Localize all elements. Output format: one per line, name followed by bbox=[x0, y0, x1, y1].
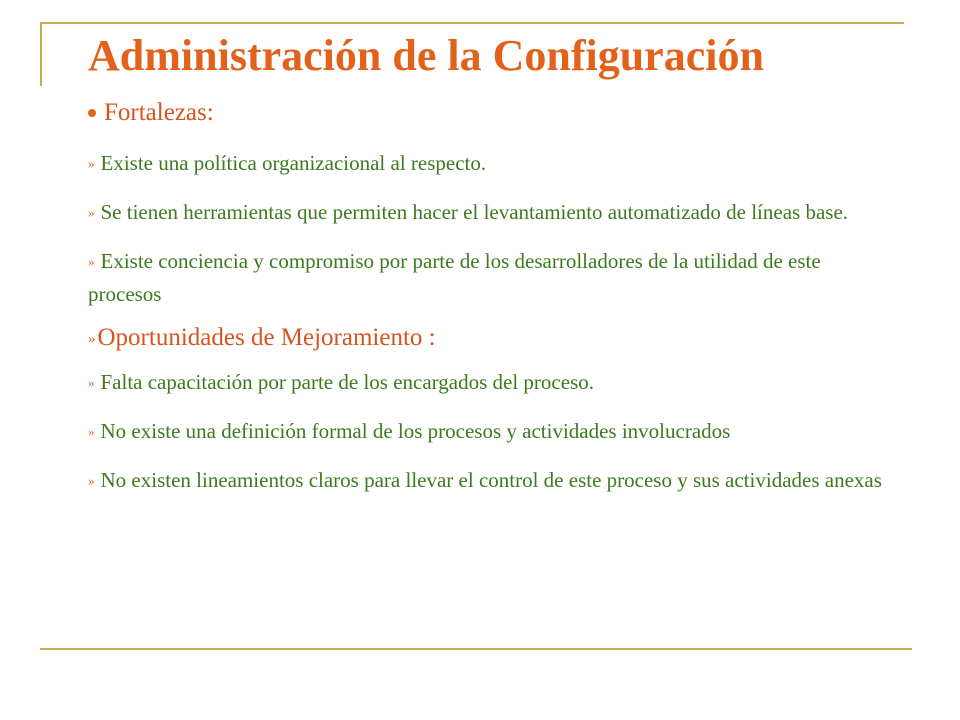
strength-item-text: Se tienen herramientas que permiten hacer el levantamiento automatizado de líneas base. bbox=[100, 200, 849, 224]
strength-item-text: Existe conciencia y compromiso por parte de los desarrolladores de la utilidad de este procesos bbox=[88, 249, 821, 306]
strength-item bbox=[88, 197, 888, 230]
strengths-list bbox=[88, 148, 888, 309]
improvement-item-text: No existen lineamientos claros para llevar el control de este proceso y sus actividades anexas bbox=[100, 468, 882, 492]
improvements-heading bbox=[88, 323, 888, 353]
improvement-item-text: Falta capacitación por parte de los encargados del proceso. bbox=[100, 370, 594, 394]
improvement-item bbox=[88, 465, 888, 498]
chevron-marker-icon: » bbox=[88, 473, 95, 488]
chevron-marker-icon: » bbox=[88, 424, 95, 439]
improvement-item bbox=[88, 367, 888, 400]
improvements-heading-text: Oportunidades de Mejoramiento : bbox=[97, 324, 436, 351]
improvement-item-text: No existe una definición formal de los procesos y actividades involucrados bbox=[100, 419, 731, 443]
top-border-line bbox=[40, 22, 904, 24]
chevron-marker-icon: » bbox=[88, 205, 95, 220]
chevron-marker-icon: » bbox=[88, 156, 95, 171]
strengths-heading bbox=[88, 98, 888, 128]
left-border-line bbox=[40, 22, 42, 86]
strength-item bbox=[88, 246, 888, 309]
improvement-item bbox=[88, 416, 888, 449]
strength-item-text: Existe una política organizacional al respecto. bbox=[100, 151, 487, 175]
improvements-list bbox=[88, 367, 888, 498]
chevron-marker-icon: » bbox=[88, 375, 95, 390]
strengths-heading-text: Fortalezas: bbox=[104, 99, 214, 126]
slide-content bbox=[88, 98, 888, 498]
strength-item bbox=[88, 148, 888, 181]
bullet-dot-icon bbox=[88, 109, 96, 117]
bottom-border-line bbox=[40, 648, 912, 650]
chevron-marker-icon: » bbox=[88, 254, 95, 269]
slide-title: Administración de la Configuración bbox=[88, 31, 764, 80]
chevron-marker-icon: » bbox=[88, 331, 96, 347]
